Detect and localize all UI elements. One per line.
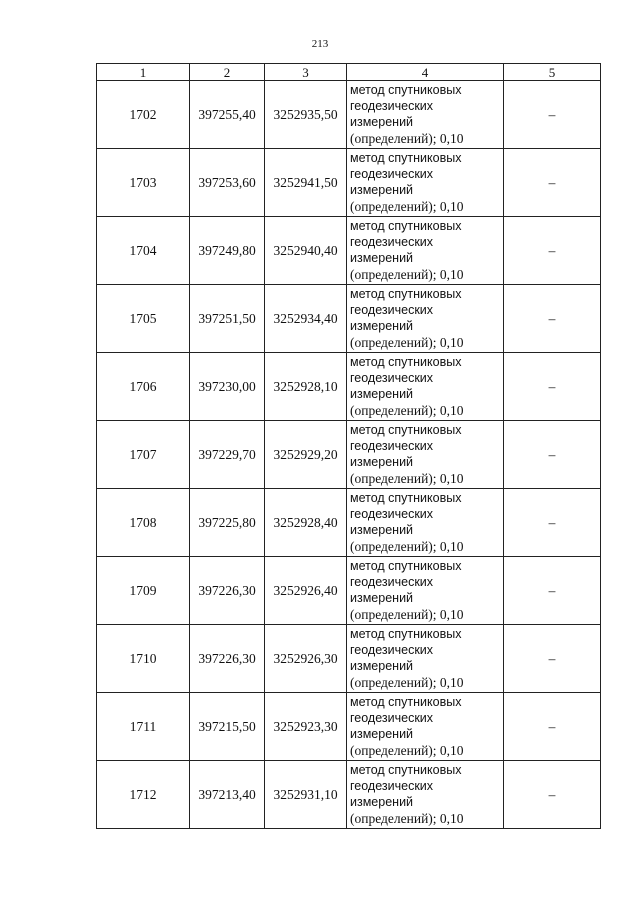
method-text-line: (определений); 0,10 xyxy=(350,266,464,282)
method-text-line: геодезических xyxy=(350,711,434,726)
method-text-line: геодезических xyxy=(350,167,434,182)
table-row xyxy=(97,489,601,557)
page-number: 213 xyxy=(311,38,329,50)
method-text-line: метод спутниковых xyxy=(350,151,462,165)
table-header xyxy=(97,64,601,81)
coordinate-x-cell: 397226,30 xyxy=(190,625,265,693)
method-text-line: метод спутниковых xyxy=(350,219,462,233)
coordinate-x-cell: 397225,80 xyxy=(190,489,265,557)
method-text-line: (определений); 0,10 xyxy=(350,810,464,826)
coordinate-y-cell: 3252929,20 xyxy=(265,421,347,489)
method-text-line: метод спутниковых xyxy=(350,763,462,777)
method-text-line: геодезических xyxy=(350,779,434,794)
method-text-line: измерений xyxy=(350,727,414,742)
method-cell xyxy=(347,149,504,217)
method-text-line: (определений); 0,10 xyxy=(350,470,464,486)
method-cell xyxy=(347,353,504,421)
header-col-5: 5 xyxy=(504,64,601,81)
method-text-line: (определений); 0,10 xyxy=(350,606,464,622)
note-cell: – xyxy=(504,421,601,489)
method-cell xyxy=(347,81,504,149)
coordinate-x-cell: 397226,30 xyxy=(190,557,265,625)
point-number-cell: 1705 xyxy=(97,285,190,353)
method-text-line: метод спутниковых xyxy=(350,559,462,573)
table-row xyxy=(97,217,601,285)
method-cell xyxy=(347,557,504,625)
method-cell xyxy=(347,489,504,557)
table-row xyxy=(97,81,601,149)
note-cell: – xyxy=(504,693,601,761)
coordinate-y-cell: 3252934,40 xyxy=(265,285,347,353)
method-text-line: измерений xyxy=(350,183,414,198)
point-number-cell: 1708 xyxy=(97,489,190,557)
header-col-4: 4 xyxy=(347,64,504,81)
point-number-cell: 1709 xyxy=(97,557,190,625)
method-cell xyxy=(347,625,504,693)
coordinate-x-cell: 397229,70 xyxy=(190,421,265,489)
method-cell xyxy=(347,761,504,829)
method-text-line: измерений xyxy=(350,455,414,470)
table-body xyxy=(97,81,601,829)
method-cell xyxy=(347,217,504,285)
method-text-line: метод спутниковых xyxy=(350,695,462,709)
method-text-line: измерений xyxy=(350,591,414,606)
point-number-cell: 1707 xyxy=(97,421,190,489)
coordinate-y-cell: 3252928,10 xyxy=(265,353,347,421)
note-cell: – xyxy=(504,149,601,217)
method-text-line: метод спутниковых xyxy=(350,355,462,369)
method-text-line: геодезических xyxy=(350,235,434,250)
method-text-line: метод спутниковых xyxy=(350,627,462,641)
method-text-line: метод спутниковых xyxy=(350,491,462,505)
method-text-line: геодезических xyxy=(350,303,434,318)
method-text-line: измерений xyxy=(350,523,414,538)
header-col-2: 2 xyxy=(190,64,265,81)
point-number-cell: 1706 xyxy=(97,353,190,421)
coordinate-y-cell: 3252931,10 xyxy=(265,761,347,829)
coordinate-y-cell: 3252926,40 xyxy=(265,557,347,625)
point-number-cell: 1703 xyxy=(97,149,190,217)
method-text-line: измерений xyxy=(350,387,414,402)
coordinate-x-cell: 397213,40 xyxy=(190,761,265,829)
table-row xyxy=(97,149,601,217)
method-text-line: (определений); 0,10 xyxy=(350,198,464,214)
point-number-cell: 1711 xyxy=(97,693,190,761)
table-row xyxy=(97,761,601,829)
coordinate-y-cell: 3252926,30 xyxy=(265,625,347,693)
coordinate-y-cell: 3252935,50 xyxy=(265,81,347,149)
method-text-line: метод спутниковых xyxy=(350,287,462,301)
note-cell: – xyxy=(504,489,601,557)
table-row xyxy=(97,625,601,693)
method-text-line: геодезических xyxy=(350,507,434,522)
method-text-line: геодезических xyxy=(350,99,434,114)
coordinate-x-cell: 397255,40 xyxy=(190,81,265,149)
note-cell: – xyxy=(504,625,601,693)
method-text-line: измерений xyxy=(350,115,414,130)
method-text-line: (определений); 0,10 xyxy=(350,674,464,690)
coordinate-y-cell: 3252923,30 xyxy=(265,693,347,761)
method-text-line: измерений xyxy=(350,319,414,334)
table-row xyxy=(97,693,601,761)
coordinate-x-cell: 397230,00 xyxy=(190,353,265,421)
table-row xyxy=(97,353,601,421)
method-cell xyxy=(347,285,504,353)
header-col-1: 1 xyxy=(97,64,190,81)
method-text-line: измерений xyxy=(350,251,414,266)
coordinate-x-cell: 397215,50 xyxy=(190,693,265,761)
coordinate-x-cell: 397253,60 xyxy=(190,149,265,217)
method-cell xyxy=(347,421,504,489)
coordinate-y-cell: 3252941,50 xyxy=(265,149,347,217)
method-text-line: (определений); 0,10 xyxy=(350,130,464,146)
header-row xyxy=(97,64,601,81)
method-text-line: геодезических xyxy=(350,575,434,590)
method-text-line: метод спутниковых xyxy=(350,423,462,437)
note-cell: – xyxy=(504,557,601,625)
method-text-line: геодезических xyxy=(350,439,434,454)
coordinate-y-cell: 3252928,40 xyxy=(265,489,347,557)
method-text-line: (определений); 0,10 xyxy=(350,538,464,554)
table-row xyxy=(97,557,601,625)
note-cell: – xyxy=(504,353,601,421)
method-cell xyxy=(347,693,504,761)
point-number-cell: 1702 xyxy=(97,81,190,149)
method-text-line: измерений xyxy=(350,795,414,810)
note-cell: – xyxy=(504,761,601,829)
note-cell: – xyxy=(504,81,601,149)
header-col-3: 3 xyxy=(265,64,347,81)
coordinate-x-cell: 397249,80 xyxy=(190,217,265,285)
method-text-line: метод спутниковых xyxy=(350,83,462,97)
method-text-line: измерений xyxy=(350,659,414,674)
note-cell: – xyxy=(504,285,601,353)
point-number-cell: 1710 xyxy=(97,625,190,693)
method-text-line: (определений); 0,10 xyxy=(350,742,464,758)
coordinate-x-cell: 397251,50 xyxy=(190,285,265,353)
point-number-cell: 1712 xyxy=(97,761,190,829)
coordinate-y-cell: 3252940,40 xyxy=(265,217,347,285)
table-row xyxy=(97,421,601,489)
coordinates-table xyxy=(96,63,601,829)
method-text-line: геодезических xyxy=(350,643,434,658)
point-number-cell: 1704 xyxy=(97,217,190,285)
table-row xyxy=(97,285,601,353)
note-cell: – xyxy=(504,217,601,285)
method-text-line: (определений); 0,10 xyxy=(350,334,464,350)
method-text-line: (определений); 0,10 xyxy=(350,402,464,418)
method-text-line: геодезических xyxy=(350,371,434,386)
